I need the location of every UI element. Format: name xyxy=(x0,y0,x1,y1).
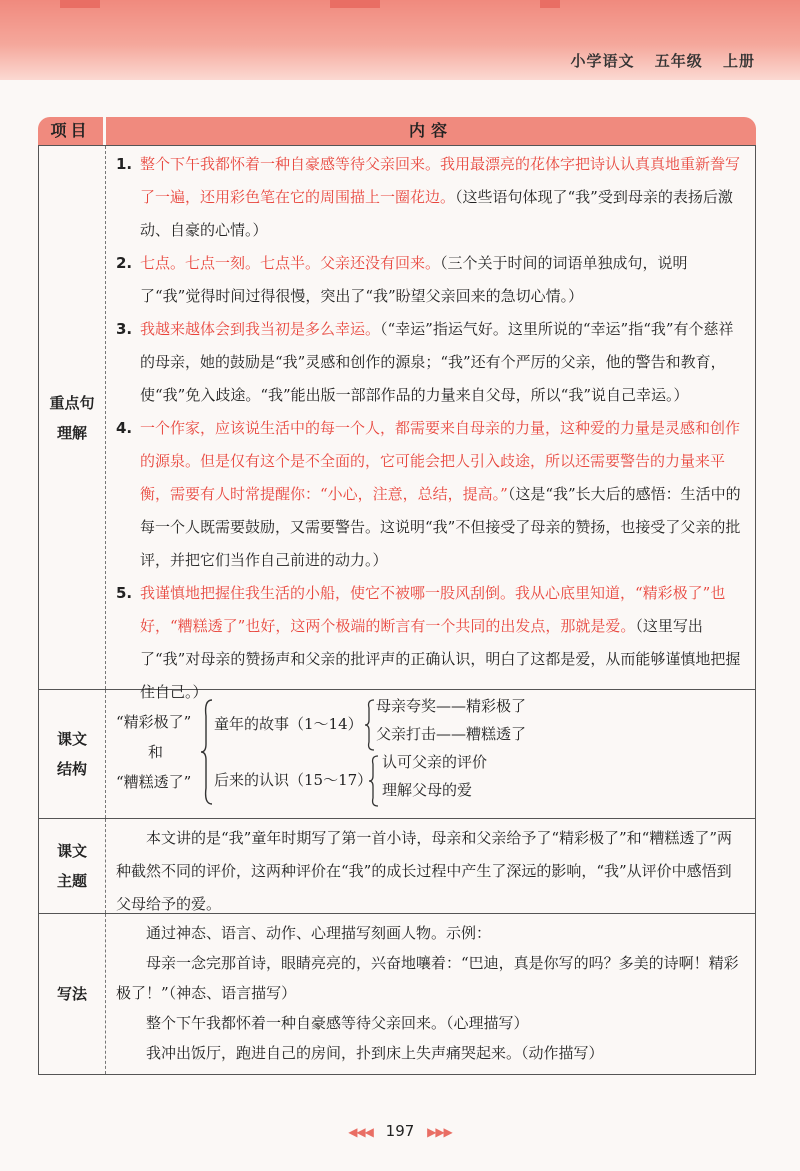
table-row-structure xyxy=(39,689,755,818)
key-sentences-content xyxy=(106,146,755,701)
structure-left-bottom: “糟糕透了” xyxy=(116,773,192,791)
row-label-structure: 课文 结构 xyxy=(39,690,106,818)
structure-branch-later-a: 认可父亲的评价 xyxy=(382,753,488,771)
table-row-key-sentences xyxy=(39,145,755,701)
structure-branch-childhood-b: 父亲打击——糟糕透了 xyxy=(376,725,527,743)
structure-left-top: “精彩极了” xyxy=(116,713,192,731)
structure-branch-later-b: 理解父母的爱 xyxy=(382,781,473,799)
row-label-writing: 写法 xyxy=(39,914,106,1074)
table-row-theme xyxy=(39,818,755,913)
writing-example: 整个下午我都怀着一种自豪感等待父亲回来。（心理描写） xyxy=(146,1014,529,1032)
structure-branch-childhood: 童年的故事（1～14） xyxy=(214,715,363,733)
structure-branch-later: 后来的认识（15～17） xyxy=(214,771,373,789)
structure-branch-childhood-a: 母亲夸奖——精彩极了 xyxy=(376,697,527,715)
page-number: 197 xyxy=(385,1122,415,1140)
volume: 上册 xyxy=(722,52,755,70)
column-header-item: 项目 xyxy=(38,117,103,145)
structure-left-mid: 和 xyxy=(148,743,164,761)
structure-diagram xyxy=(116,696,745,808)
row-label-key-sentences: 重点句 理解 xyxy=(39,146,106,689)
list-item: 2. 七点。七点一刻。七点半。父亲还没有回来。（三个关于时间的词语单独成句，说明了“我”觉得时间过得很慢，突出了“我”盼望父亲回来的急切心情。） xyxy=(116,254,688,305)
page-footer xyxy=(0,1122,800,1140)
next-arrows-icon: ▶▶▶ xyxy=(427,1125,452,1139)
brace-icon xyxy=(364,698,376,752)
column-header-content: 内容 xyxy=(106,117,756,145)
grade: 五年级 xyxy=(654,52,703,70)
brace-icon xyxy=(368,754,380,808)
writing-example: 母亲一念完那首诗，眼睛亮亮的，兴奋地嚷着：“巴迪，真是你写的吗？多美的诗啊！精彩极了！”（神态、语言描写） xyxy=(116,954,739,1002)
table-header xyxy=(38,117,756,145)
row-label-theme: 课文 主题 xyxy=(39,819,106,913)
list-item: 3. 我越来越体会到我当初是多么幸运。（“幸运”指运气好。这里所说的“幸运”指“我”有个慈祥的母亲，她的鼓励是“我”灵感和创作的源泉；“我”还有个严厉的父亲，他的警告和教育，使“我”免入歧途。“我”能出版一部部作品的力量来自父母，所以“我”说自己幸运。） xyxy=(116,320,734,404)
table-row-writing xyxy=(39,913,755,1074)
brace-icon xyxy=(200,696,214,808)
writing-content xyxy=(106,914,755,1074)
writing-example: 我冲出饭厅，跑进自己的房间，扑到床上失声痛哭起来。（动作描写） xyxy=(146,1044,604,1062)
list-item: 5. 我谨慎地把握住我生活的小船，使它不被哪一股风刮倒。我从心底里知道，“精彩极了”也好，“糟糕透了”也好，这两个极端的断言有一个共同的出发点，那就是爱。（这里写出了“我”对母亲的赞扬声和父亲的批评声的正确认识，明白了这都是爱，从而能够谨慎地把握住自己。） xyxy=(116,584,741,701)
subject: 小学语文 xyxy=(570,52,635,70)
theme-text: 本文讲的是“我”童年时期写了第一首小诗，母亲和父亲给予了“精彩极了”和“糟糕透了”两种截然不同的评价，这两种评价在“我”的成长过程中产生了深远的影响，“我”从评价中感悟到父母给予的爱。 xyxy=(116,829,733,913)
course-info xyxy=(570,50,755,71)
summary-table xyxy=(38,117,756,1075)
list-item: 4. 一个作家，应该说生活中的每一个人，都需要来自母亲的力量，这种爱的力量是灵感和创作的源泉。但是仅有这个是不全面的，它可能会把人引入歧途，所以还需要警告的力量来平衡，需要有人时常提醒你：“小心，注意，总结，提高。”（这是“我”长大后的感悟：生活中的每一个人既需要鼓励，又需要警告。这说明“我”不但接受了母亲的赞扬，也接受了父亲的批评，并把它们当作自己前进的动力。） xyxy=(116,419,741,569)
prev-arrows-icon: ◀◀◀ xyxy=(348,1125,373,1139)
list-item: 1. 整个下午我都怀着一种自豪感等待父亲回来。我用最漂亮的花体字把诗认认真真地重新誊写了一遍，还用彩色笔在它的周围描上一圈花边。（这些语句体现了“我”受到母亲的表扬后激动、自豪的心情。） xyxy=(116,155,741,239)
writing-intro: 通过神态、语言、动作、心理描写刻画人物。示例： xyxy=(146,924,492,942)
structure-content xyxy=(106,690,755,818)
